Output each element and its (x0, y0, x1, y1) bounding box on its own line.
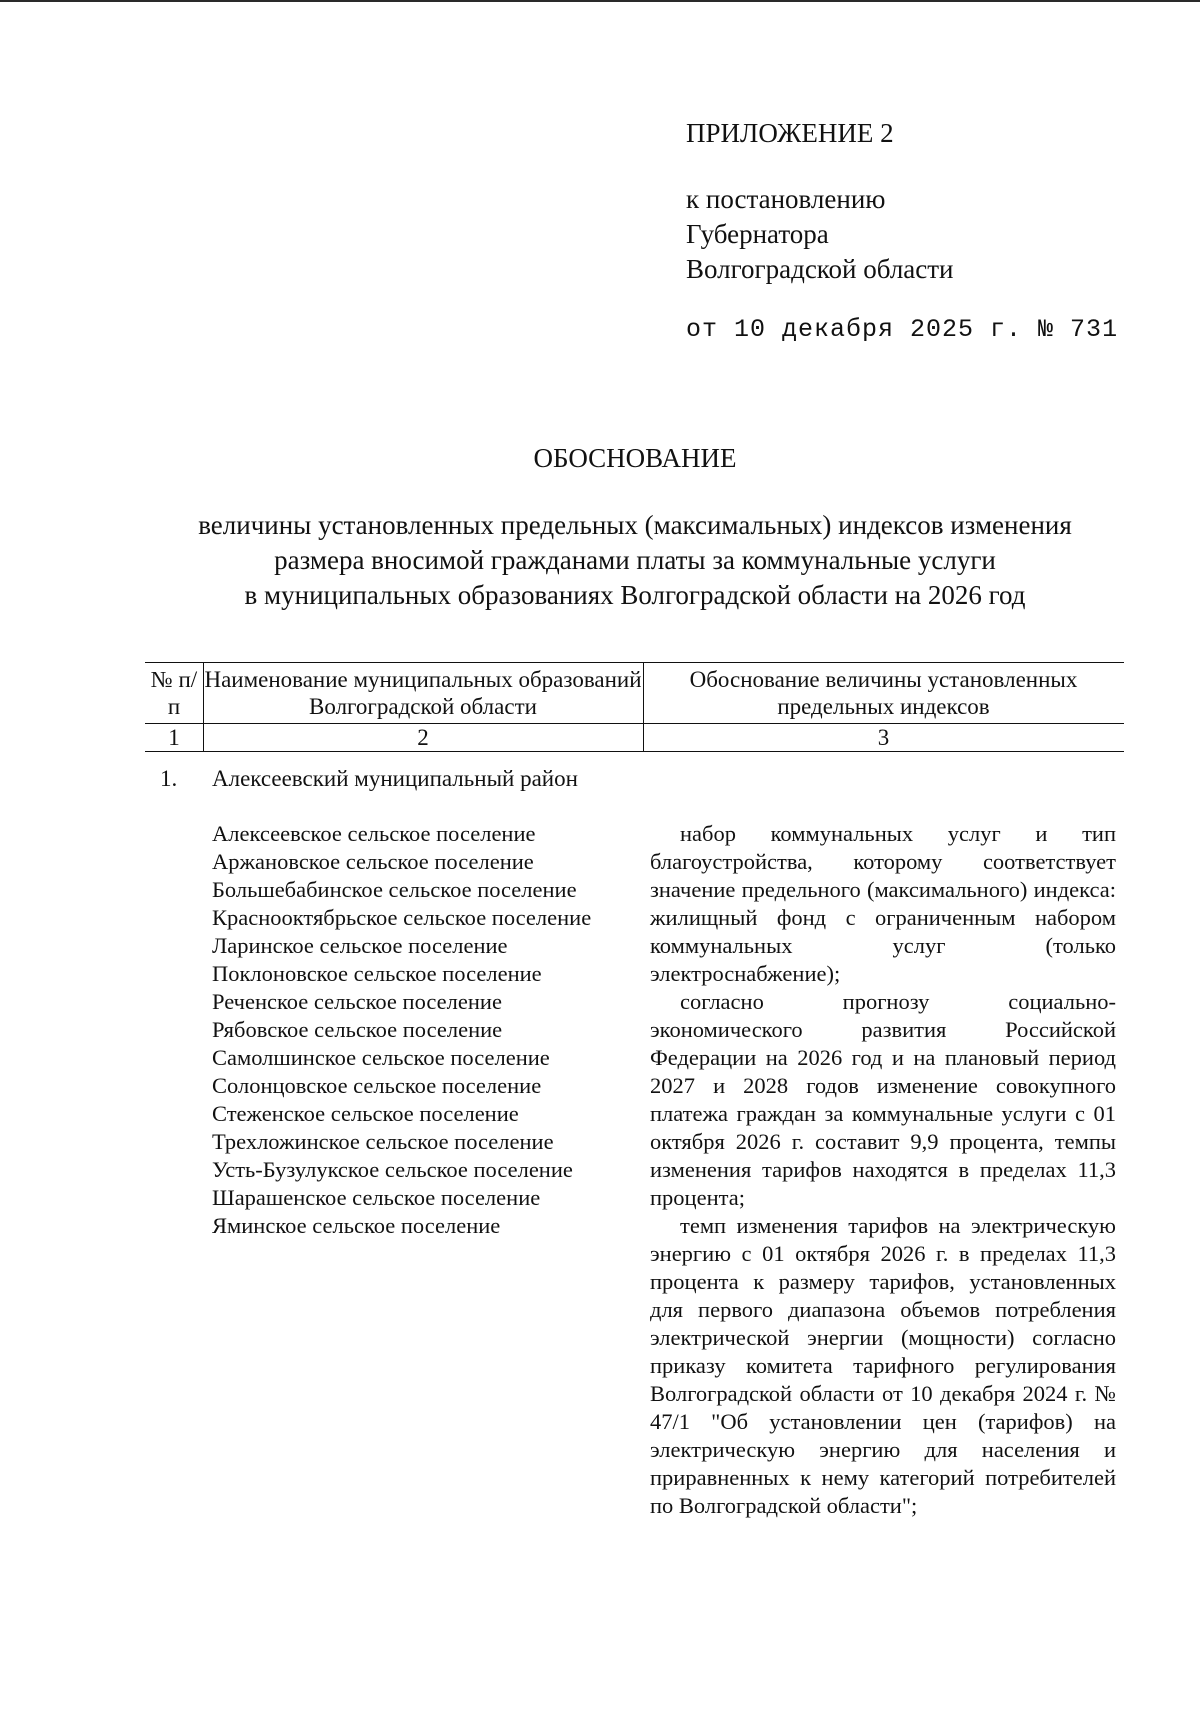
justification-paragraph: согласно прогнозу социально-экономического развития Российской Федерации на 2026 год и на плановый период 2027 и 2028 годов изменение совокупного платежа граждан за коммунальные услуги с 01 октября 2026 г. составит 9,9 процента, темпы изменения тарифов находятся в пределах 11,3 процента; (650, 989, 1116, 1210)
settlement-item: Яминское сельское поселение (212, 1213, 501, 1238)
appendix-reference-line: к постановлению (686, 184, 886, 214)
justification-text (650, 820, 1116, 1520)
settlement-item: Краснооктябрьское сельское поселение (212, 905, 592, 930)
settlement-item: Трехложинское сельское поселение (212, 1129, 554, 1154)
settlement-item: Самолшинское сельское поселение (212, 1045, 550, 1070)
settlement-item: Шарашенское сельское поселение (212, 1185, 541, 1210)
appendix-reference-line: Губернатора (686, 219, 829, 249)
header-justification: Обоснование величины установленных предельных индексов (689, 667, 1078, 719)
district-name: Алексеевский муниципальный район (212, 766, 578, 791)
document-title: ОБОСНОВАНИЕ (533, 443, 737, 473)
settlement-item: Аржановское сельское поселение (212, 849, 534, 874)
settlement-item: Солонцовское сельское поселение (212, 1073, 542, 1098)
appendix-title: ПРИЛОЖЕНИЕ 2 (686, 118, 894, 148)
settlement-item: Рябовское сельское поселение (212, 1017, 503, 1042)
subtitle-line: размера вносимой гражданами платы за коммунальные услуги (274, 545, 996, 575)
settlement-list (212, 820, 591, 1240)
appendix-date: от 10 декабря 2025 г. № 731 (686, 315, 1119, 344)
column-number-2: 2 (417, 725, 429, 750)
subtitle-line: в муниципальных образованиях Волгоградской области на 2026 год (244, 580, 1026, 610)
justification-paragraph: набор коммунальных услуг и тип благоустройства, которому соответствует значение предельного (максимального) индекса: жилищный фонд с ограниченным набором коммунальных услуг (только электроснабжение); (650, 821, 1116, 986)
settlement-item: Реченское сельское поселение (212, 989, 502, 1014)
justification-paragraph: темп изменения тарифов на электрическую энергию с 01 октября 2026 г. в пределах 11,3 процента к размеру тарифов, установленных для первого диапазона объемов потребления электрической энергии (мощности) согласно приказу комитета тарифного регулирования Волгоградской области от 10 декабря 2024 г. № 47/1 "Об установлении цен (тарифов) на электрическую энергию для населения и приравненных к нему категорий потребителей по Волгоградской области"; (650, 1213, 1116, 1518)
column-number-1: 1 (168, 725, 180, 750)
settlement-item: Ларинское сельское поселение (212, 933, 508, 958)
settlement-item: Алексеевское сельское поселение (212, 821, 536, 846)
scan-edge-line (0, 0, 1200, 2)
header-number: № п/п (150, 667, 198, 719)
row-number: 1. (160, 766, 178, 791)
appendix-reference-line: Волгоградской области (686, 254, 954, 284)
document-subtitle (150, 508, 1120, 613)
settlement-item: Поклоновское сельское поселение (212, 961, 542, 986)
settlement-item: Усть-Бузулукское сельское поселение (212, 1157, 573, 1182)
table-header (145, 662, 1124, 752)
subtitle-line: величины установленных предельных (максимальных) индексов изменения (198, 510, 1072, 540)
settlement-item: Стеженское сельское поселение (212, 1101, 519, 1126)
settlement-item: Большебабинское сельское поселение (212, 877, 577, 902)
column-number-3: 3 (877, 725, 890, 750)
appendix-reference (686, 182, 954, 287)
header-municipality: Наименование муниципальных образований Волгоградской области (204, 667, 642, 719)
